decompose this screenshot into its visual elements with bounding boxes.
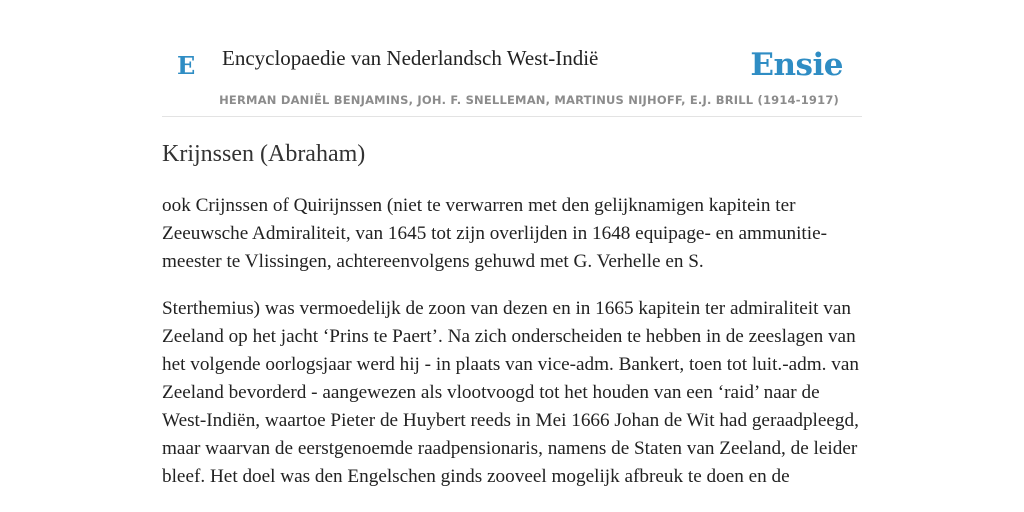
encyclopedia-logo[interactable]: E	[177, 51, 196, 80]
entry-body	[162, 192, 862, 510]
book-authors: HERMAN DANIËL BENJAMINS, JOH. F. SNELLEMAN, MARTINUS NIJHOFF, E.J. BRILL (1914-1917)	[219, 93, 839, 107]
book-title[interactable]: Encyclopaedie van Nederlandsch West-Indië	[222, 46, 599, 70]
ensie-logo[interactable]: Ensie	[750, 47, 843, 83]
entry-title: Krijnssen (Abraham)	[162, 141, 366, 167]
entry-paragraph: Sterthemius) was vermoedelijk de zoon van dezen en in 1665 kapitein ter admiraliteit van Zeeland op het jacht ‘Prins te Paert’. Na zich onderscheiden te hebben in de zeeslagen van het volgende oorlogsjaar werd hij - in plaats van vice-adm. Bankert, toen tot luit.-adm. van Zeeland bevorderd - aangewezen als vlootvoogd tot het houden van een ‘raid’ naar de West-Indiën, waartoe Pieter de Huybert reeds in Mei 1666 Johan de Wit had geraadpleegd, maar waarvan de eerstgenoemde raadpensionaris, namens de Staten van Zeeland, de leider bleef. Het doel was den Engelschen ginds zooveel mogelijk afbreuk te doen en de	[162, 298, 859, 487]
entry-paragraph: ook Crijnssen of Quirijnssen (niet te verwarren met den gelijknamigen kapitein ter Zeeuwsche Admiraliteit, van 1645 tot zijn overlijden in 1648 equipage- en ammunitie-meester te Vlissingen, achtereenvolgens gehuwd met G. Verhelle en S.	[162, 195, 827, 272]
page	[162, 0, 862, 487]
site-header	[162, 0, 862, 117]
